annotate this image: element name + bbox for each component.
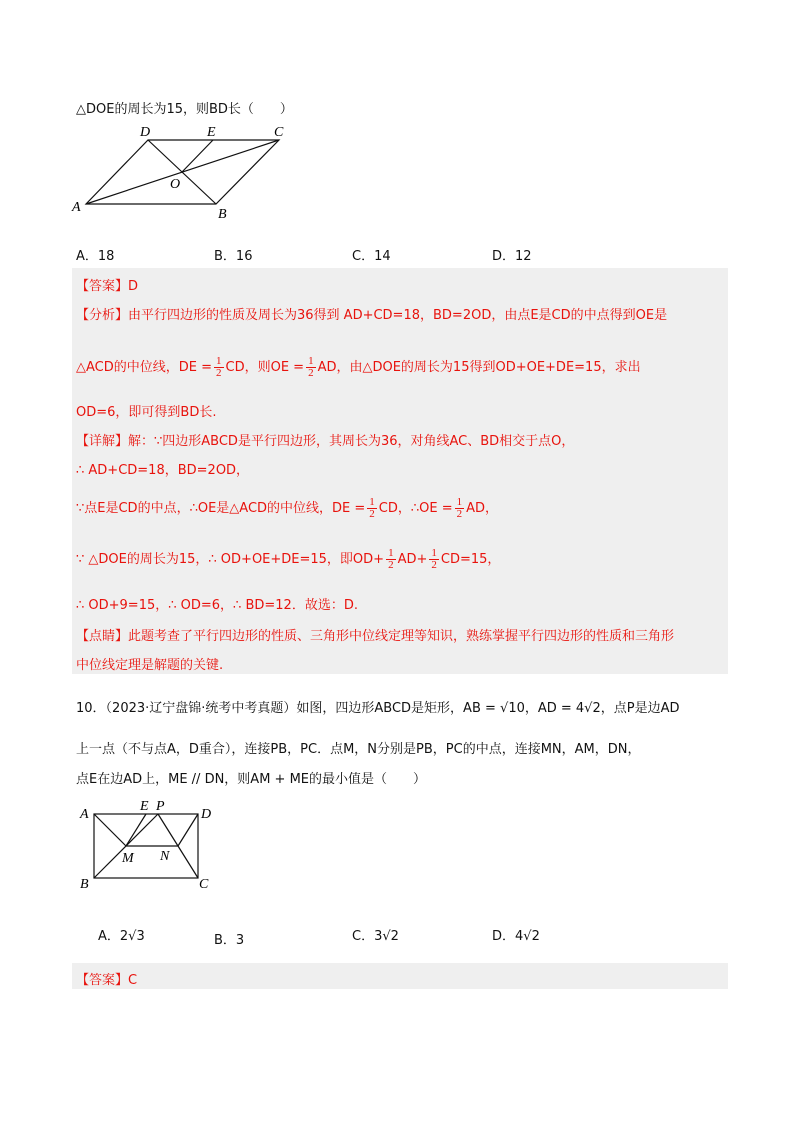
q9-comment-line1: 【点睛】此题考查了平行四边形的性质、三角形中位线定理等知识，熟练掌握平行四边形的性质和三角形	[76, 629, 675, 644]
segment-DN	[178, 814, 198, 846]
label-C: C	[274, 125, 284, 140]
label-E: E	[140, 799, 149, 814]
q10-answer: 【答案】C	[76, 973, 138, 988]
label-B: B	[218, 207, 227, 222]
q9-analysis-line2: △ACD的中位线，DE = $\frac{1}{2}$ CD，则OE = $\frac{1}{2}$ AD，由△DOE的周长为15得到OD+OE+DE=15，求出	[76, 355, 641, 379]
label-E: E	[207, 125, 216, 140]
q9-option-b: B．16	[214, 249, 253, 264]
q10-option-c: C．3√2	[352, 929, 399, 944]
segment-ME	[126, 814, 146, 846]
q9-detail-line2: ∴ AD+CD=18，BD=2OD，	[76, 463, 250, 478]
q9-option-c: C．14	[352, 249, 391, 264]
label-N: N	[160, 849, 170, 864]
label-P: P	[156, 799, 165, 814]
label-D: D	[140, 125, 151, 140]
q9-detail-line5: ∴ OD+9=15，∴ OD=6，∴ BD=12．故选：D.	[76, 598, 358, 613]
label-D: D	[201, 807, 212, 822]
label-C: C	[199, 877, 209, 892]
q9-option-a: A．18	[76, 249, 115, 264]
label-O: O	[170, 177, 181, 192]
q10-option-d: D．4√2	[492, 929, 540, 944]
q9-stem: △DOE的周长为15，则BD长（ ）	[76, 102, 293, 117]
label-A: A	[72, 200, 81, 215]
q9-option-d: D．12	[492, 249, 532, 264]
q10-option-b: B．3	[214, 933, 245, 948]
q9-comment-line2: 中位线定理是解题的关键.	[76, 658, 224, 673]
label-A: A	[80, 807, 89, 822]
q10-stem-line1: 10．（2023·辽宁盘锦·统考中考真题）如图，四边形ABCD是矩形，AB = √10，AD = 4√2，点P是边AD	[76, 701, 680, 716]
label-M: M	[122, 851, 134, 866]
q10-stem-line2: 上一点（不与点A，D重合），连接PB，PC．点M，N分别是PB，PC的中点，连接MN，AM，DN，	[76, 742, 641, 757]
q9-answer: 【答案】D	[76, 279, 139, 294]
q10-answer-panel	[72, 963, 728, 989]
segment-AM	[94, 814, 126, 846]
q10-option-a: A．2√3	[98, 929, 145, 944]
q9-detail-line3: ∵点E是CD的中点，∴OE是△ACD的中位线，DE = $\frac{1}{2}$ CD，∴OE = $\frac{1}{2}$ AD，	[76, 496, 499, 520]
q9-analysis-line1: 【分析】由平行四边形的性质及周长为36得到 AD+CD=18，BD=2OD，由点E是CD的中点得到OE是	[76, 308, 668, 323]
q10-stem-line3: 点E在边AD上，ME // DN，则AM + ME的最小值是（ ）	[76, 772, 427, 787]
q9-analysis-line3: OD=6，即可得到BD长.	[76, 405, 217, 420]
q9-detail-line1: 【详解】解：∵四边形ABCD是平行四边形，其周长为36，对角线AC、BD相交于点O，	[76, 434, 575, 449]
label-B: B	[80, 877, 89, 892]
q9-detail-line4: ∵ △DOE的周长为15，∴ OD+OE+DE=15，即OD+ $\frac{1}{2}$ AD+ $\frac{1}{2}$ CD=15，	[76, 547, 501, 571]
parallelogram-figure	[66, 122, 306, 222]
rectangle-figure	[70, 796, 220, 896]
